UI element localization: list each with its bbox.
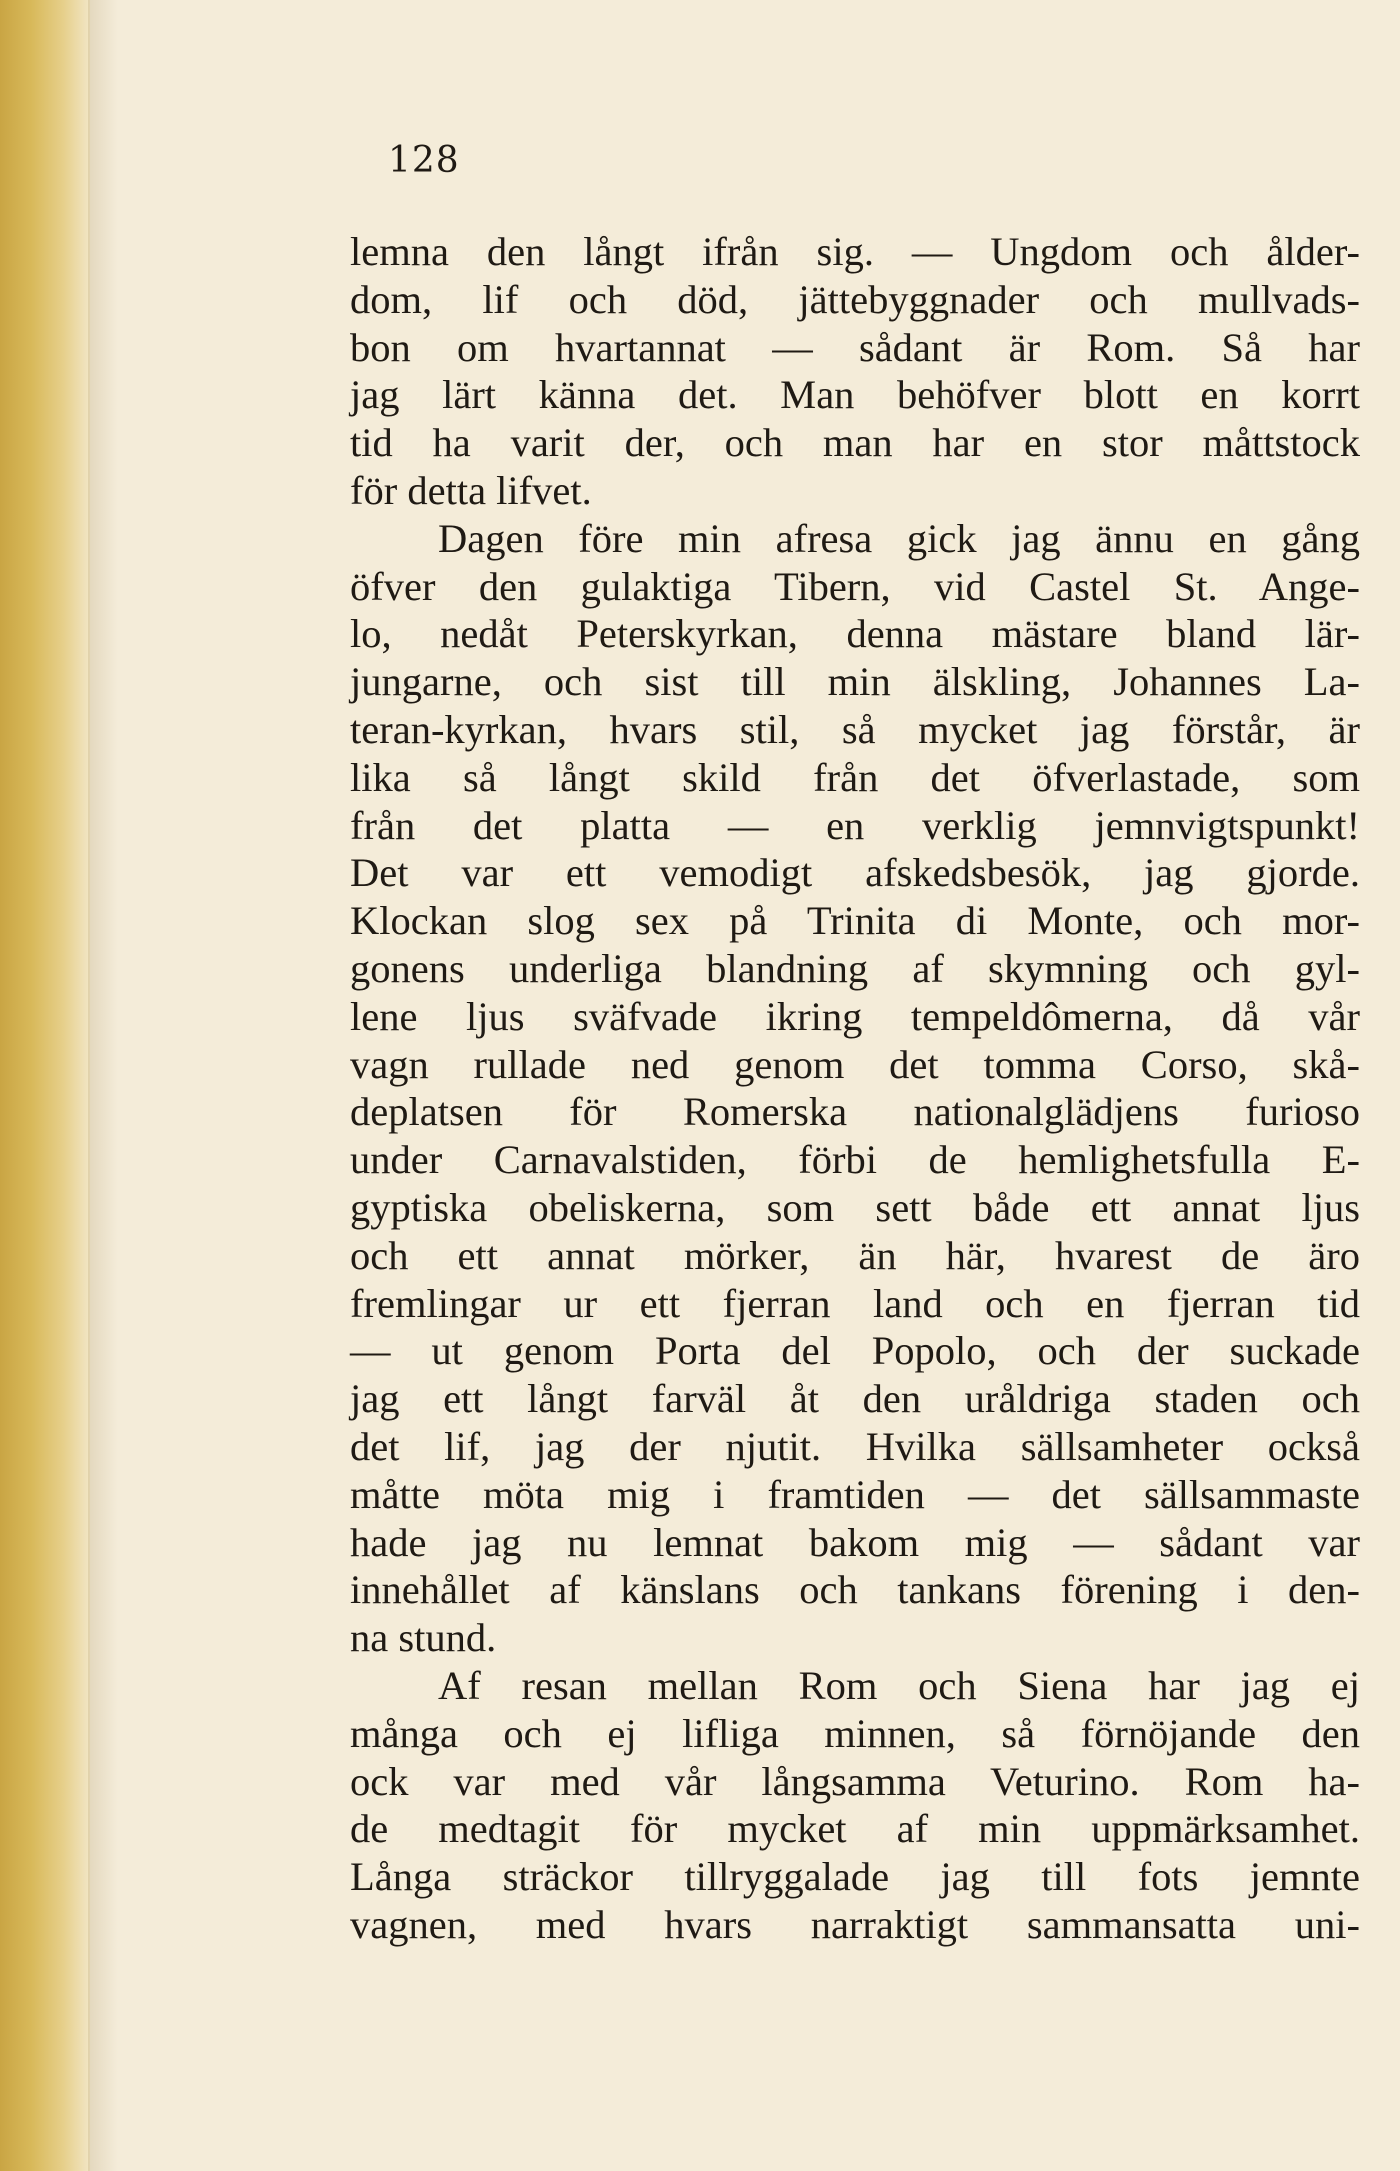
text-line: jag lärt känna det. Man behöfver blott en korrt <box>350 372 1360 418</box>
text-line: dom, lif och död, jättebyggnader och mullvads- <box>350 276 1360 322</box>
text-line: jungarne, och sist till min älskling, Johannes La- <box>350 659 1360 705</box>
text-line: Det var ett vemodigt afskedsbesök, jag gjorde. <box>350 850 1360 896</box>
gutter-shadow <box>88 0 118 2171</box>
text-line: teran-kyrkan, hvars stil, så mycket jag förstår, är <box>350 706 1360 752</box>
text-line: och ett annat mörker, än här, hvarest de äro <box>350 1232 1360 1278</box>
text-line: vagn rullade ned genom det tomma Corso, skå- <box>350 1041 1360 1087</box>
text-line: gyptiska obeliskerna, som sett både ett annat ljus <box>350 1184 1360 1230</box>
text-line: för detta lifvet. <box>350 467 592 513</box>
text-line: Dagen före min afresa gick jag ännu en gång <box>438 515 1360 561</box>
text-line: många och ej lifliga minnen, så förnöjande den <box>350 1710 1360 1756</box>
text-line: jag ett långt farväl åt den uråldriga staden och <box>350 1376 1360 1422</box>
text-line: de medtagit för mycket af min uppmärksamhet. <box>350 1806 1360 1852</box>
page-number: 128 <box>388 140 460 181</box>
body-text <box>350 228 1360 1949</box>
text-line: bon om hvartannat — sådant är Rom. Så har <box>350 324 1360 370</box>
text-line: Af resan mellan Rom och Siena har jag ej <box>438 1662 1360 1708</box>
text-line: Klockan slog sex på Trinita di Monte, och mor- <box>350 898 1360 944</box>
text-line: ock var med vår långsamma Veturino. Rom ha- <box>350 1758 1360 1804</box>
text-line: innehållet af känslans och tankans förening i den- <box>350 1567 1360 1613</box>
text-line: lene ljus sväfvade ikring tempeldômerna, då vår <box>350 993 1360 1039</box>
text-line: måtte möta mig i framtiden — det sällsammaste <box>350 1471 1360 1517</box>
text-line: — ut genom Porta del Popolo, och der suckade <box>350 1328 1360 1374</box>
text-line: hade jag nu lemnat bakom mig — sådant var <box>350 1519 1360 1565</box>
text-line: under Carnavalstiden, förbi de hemlighetsfulla E- <box>350 1137 1360 1183</box>
text-line: deplatsen för Romerska nationalglädjens furioso <box>350 1089 1360 1135</box>
text-line: lo, nedåt Peterskyrkan, denna mästare bland lär- <box>350 611 1360 657</box>
text-line: vagnen, med hvars narraktigt sammansatta uni- <box>350 1901 1360 1947</box>
text-line: na stund. <box>350 1615 497 1661</box>
text-line: från det platta — en verklig jemnvigtspunkt! <box>350 802 1360 848</box>
page-gutter <box>0 0 90 2171</box>
text-line: det lif, jag der njutit. Hvilka sällsamheter också <box>350 1423 1360 1469</box>
text-line: lemna den långt ifrån sig. — Ungdom och ålder- <box>350 229 1360 274</box>
text-line: öfver den gulaktiga Tibern, vid Castel St. Ange- <box>350 563 1360 609</box>
text-line: lika så långt skild från det öfverlastade, som <box>350 754 1360 800</box>
text-line: tid ha varit der, och man har en stor måttstock <box>350 420 1360 466</box>
text-line: Långa sträckor tillryggalade jag till fots jemnte <box>350 1854 1360 1900</box>
text-line: gonens underliga blandning af skymning och gyl- <box>350 945 1360 991</box>
text-line: fremlingar ur ett fjerran land och en fjerran tid <box>350 1280 1360 1326</box>
